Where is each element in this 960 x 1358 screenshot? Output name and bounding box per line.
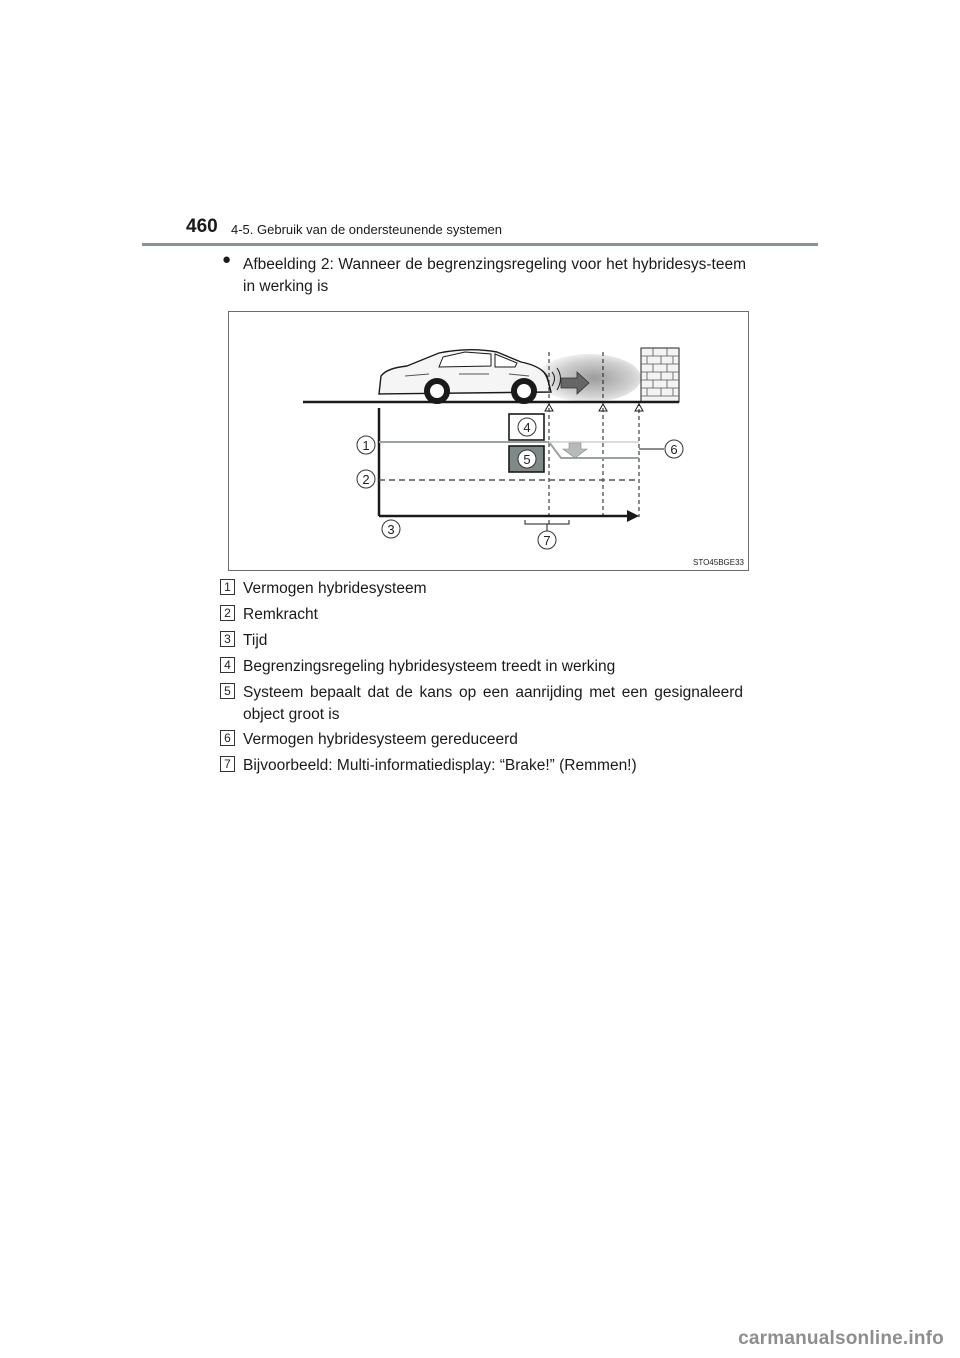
legend-text-3: Tijd [243, 632, 268, 649]
legend-number-2: 2 [220, 605, 235, 621]
callout-7: 7 [543, 533, 551, 548]
car-icon [379, 350, 561, 401]
callout-2: 2 [362, 472, 370, 487]
page-number: 460 [186, 216, 218, 237]
legend-text-5: Systeem bepaalt dat de kans op een aanrijding met een gesignaleerd object groot is [243, 684, 743, 723]
legend-number-7: 7 [220, 756, 235, 772]
radar-beam [537, 354, 641, 402]
legend-number-5: 5 [220, 683, 235, 699]
header-rule [142, 243, 818, 246]
legend-text-2: Remkracht [243, 606, 318, 623]
legend-text-7: Bijvoorbeeld: Multi-informatiedisplay: “Brake!” (Remmen!) [243, 757, 637, 774]
legend-number-4: 4 [220, 657, 235, 673]
callout-3: 3 [387, 522, 395, 537]
reduction-arrow-icon [563, 443, 587, 458]
diagram-svg [229, 312, 748, 570]
legend-text-4: Begrenzingsregeling hybridesysteem treedt in werking [243, 658, 616, 675]
bullet-icon: ● [222, 251, 232, 268]
callout-5: 5 [523, 452, 531, 467]
legend-text-6: Vermogen hybridesysteem gereduceerd [243, 731, 518, 748]
callout-7-bracket [525, 520, 569, 532]
diagram-figure [228, 311, 749, 571]
legend-number-6: 6 [220, 730, 235, 746]
callout-1: 1 [362, 438, 370, 453]
x-axis-arrowhead [627, 510, 639, 522]
callout-6: 6 [670, 442, 678, 457]
brick-wall [641, 348, 679, 402]
intro-text: Afbeelding 2: Wanneer de begrenzingsregeling voor het hybridesys-teem in werking is [243, 256, 746, 295]
legend-text-1: Vermogen hybridesysteem [243, 580, 427, 597]
watermark[interactable]: carmanualsonline.info [738, 1328, 944, 1349]
legend-number-1: 1 [220, 579, 235, 595]
figure-id: STO45BGE33 [693, 558, 744, 567]
legend-number-3: 3 [220, 631, 235, 647]
section-title: 4-5. Gebruik van de ondersteunende systemen [231, 222, 503, 237]
callout-4: 4 [523, 420, 531, 435]
